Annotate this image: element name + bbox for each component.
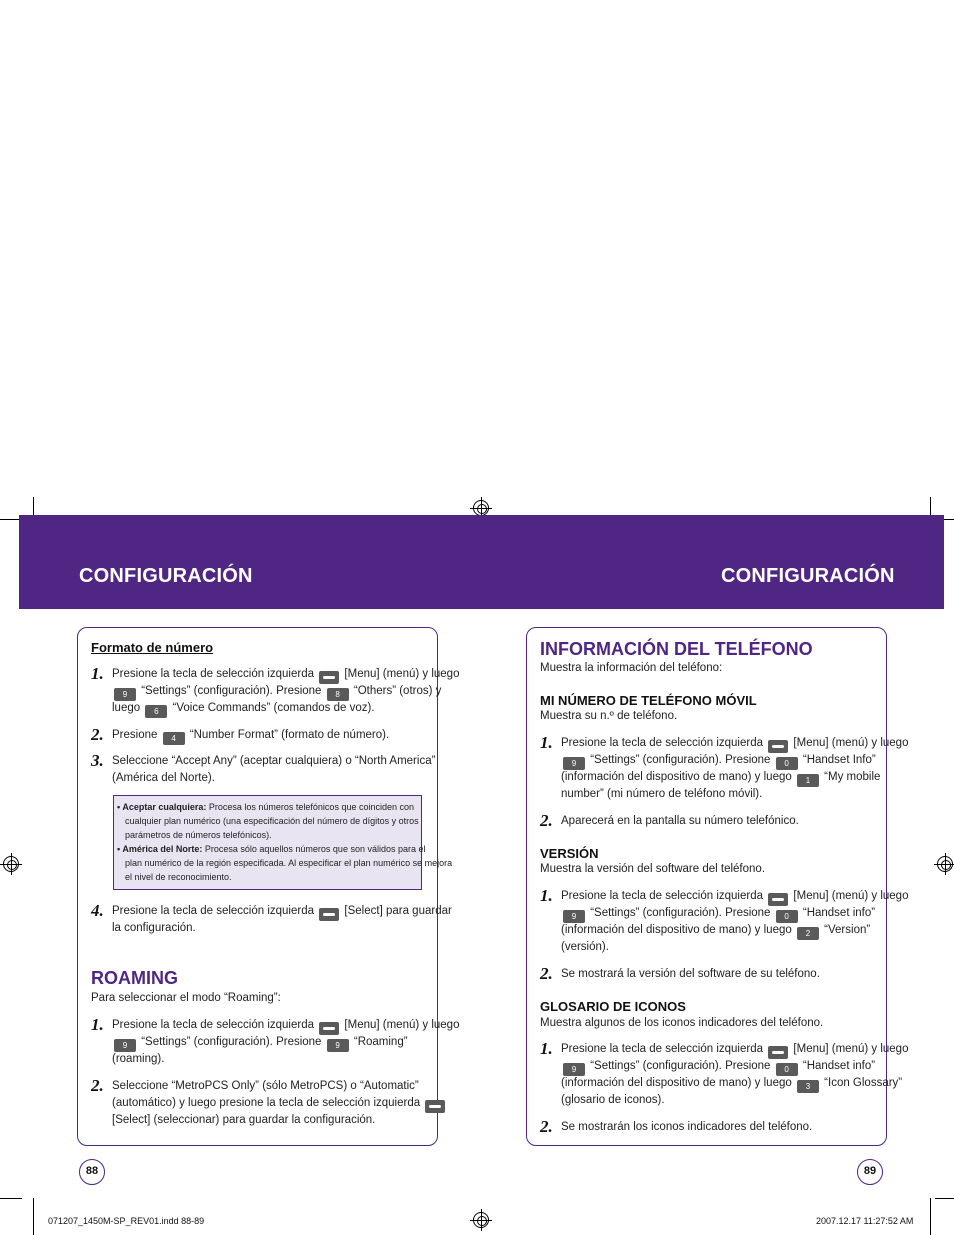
step-text: la configuración. [112,922,196,934]
step-number: 1. [540,733,553,752]
key-6-icon: 6 [145,705,167,718]
key-0-icon: 0 [776,910,798,923]
step-text: Presione la tecla de selección izquierda [Menu] (menú) y luego [561,890,908,906]
step-text: (información del dispositivo de mano) y luego 1 “My mobile [561,771,881,785]
step-text: Se mostrará la versión del software de su teléfono. [561,968,820,980]
step-text: (versión). [561,941,609,953]
number-format-heading: Formato de número [91,640,214,655]
note-line: • América del Norte: Procesa sólo aquellos números que son válidos para el [117,844,426,854]
key-1-icon: 1 [797,774,819,787]
step-text: Aparecerá en la pantalla su número telefónico. [561,815,799,827]
crop-mark [0,1198,22,1199]
step-text: [Select] (seleccionar) para guardar la configuración. [112,1114,376,1126]
step-text: Presione la tecla de selección izquierda [Menu] (menú) y luego [561,1043,908,1059]
step-text: (información del dispositivo de mano) y luego 3 “Icon Glossary” [561,1077,903,1091]
step-number: 2. [540,964,553,983]
step-number: 3. [91,751,104,770]
step-text: (roaming). [112,1053,165,1065]
file-slug: 071207_1450M-SP_REV01.indd 88-89 [48,1216,205,1226]
version-intro: Muestra la versión del software del teléfono. [540,863,766,875]
left-soft-key-icon [768,893,788,906]
note-line: cualquier plan numérico (una especificación del número de dígitos y otros [125,816,419,826]
key-8-icon: 8 [327,688,349,701]
phone-info-intro: Muestra la información del teléfono: [540,662,723,674]
key-3-icon: 3 [797,1080,819,1093]
my-number-heading: MI NÚMERO DE TELÉFONO MÓVIL [540,693,757,708]
step-text: number” (mi número de teléfono móvil). [561,788,763,800]
step-number: 2. [540,811,553,830]
phone-info-heading: INFORMACIÓN DEL TELÉFONO [540,639,813,659]
step-number: 1. [91,664,104,683]
registration-mark-icon [473,500,489,516]
key-4-icon: 4 [163,732,185,745]
step-text: 9 “Settings” (configuración). Presione 0 “Handset info” [561,907,875,923]
glossary-heading: GLOSARIO DE ICONOS [540,999,686,1014]
roaming-heading: ROAMING [91,968,178,988]
crop-mark [935,1198,954,1199]
registration-mark-icon [473,1212,489,1228]
key-9-icon: 9 [327,1039,349,1052]
crop-mark [33,1198,34,1235]
step-text: Presione la tecla de selección izquierda [Select] para guardar [112,905,452,921]
step-number: 1. [540,1039,553,1058]
key-9-icon: 9 [114,688,136,701]
date-stamp: 2007.12.17 11:27:52 AM [816,1216,914,1226]
step-number: 1. [91,1015,104,1034]
step-text: Se mostrarán los iconos indicadores del teléfono. [561,1121,813,1133]
left-soft-key-icon [319,908,339,921]
step-text: luego 6 “Voice Commands” (comandos de voz). [112,702,375,716]
key-9-icon: 9 [563,1063,585,1076]
page-title-left: CONFIGURACIÓN [79,565,253,587]
header-band [19,515,944,609]
page-number-left: 88 [79,1159,105,1185]
left-soft-key-icon [319,671,339,684]
step-number: 2. [540,1117,553,1136]
step-text: Seleccione “MetroPCS Only” (sólo MetroPCS) o “Automatic” [112,1080,419,1092]
page-title-right: CONFIGURACIÓN [721,565,895,587]
glossary-intro: Muestra algunos de los iconos indicadores del teléfono. [540,1017,824,1029]
step-text: (automático) y luego presione la tecla de selección izquierda [112,1097,447,1113]
step-number: 1. [540,886,553,905]
step-text: Presione la tecla de selección izquierda [Menu] (menú) y luego [561,737,908,753]
note-line: parámetros de números telefónicos). [125,830,272,840]
step-number: 4. [91,901,104,920]
step-text: 9 “Settings” (configuración). Presione 0 “Handset Info” [561,754,876,770]
step-text: Seleccione “Accept Any” (aceptar cualquiera) o “North America” [112,755,436,767]
registration-mark-icon [937,856,953,872]
roaming-intro: Para seleccionar el modo “Roaming”: [91,992,281,1004]
step-number: 2. [91,1076,104,1095]
my-number-intro: Muestra su n.º de teléfono. [540,710,678,722]
step-text: (información del dispositivo de mano) y luego 2 “Version” [561,924,871,938]
left-soft-key-icon [425,1100,445,1113]
step-text: 9 “Settings” (configuración). Presione 0 “Handset info” [561,1060,875,1076]
registration-mark-icon [3,856,19,872]
key-0-icon: 0 [776,757,798,770]
step-text: 9 “Settings” (configuración). Presione 9 “Roaming” [112,1036,408,1052]
key-9-icon: 9 [114,1039,136,1052]
page-number-right: 89 [857,1159,883,1185]
crop-mark [930,1198,931,1235]
step-text: Presione la tecla de selección izquierda [Menu] (menú) y luego [112,668,459,684]
step-text: Presione 4 “Number Format” (formato de número). [112,729,390,743]
left-soft-key-icon [768,1046,788,1059]
left-soft-key-icon [768,740,788,753]
step-text: Presione la tecla de selección izquierda [Menu] (menú) y luego [112,1019,459,1035]
step-number: 2. [91,725,104,744]
left-soft-key-icon [319,1022,339,1035]
key-2-icon: 2 [797,927,819,940]
key-0-icon: 0 [776,1063,798,1076]
step-text: (América del Norte). [112,772,215,784]
note-line: el nivel de reconocimiento. [125,872,232,882]
key-9-icon: 9 [563,757,585,770]
version-heading: VERSIÓN [540,846,599,861]
note-line: plan numérico de la región especificada. Al especificar el plan numérico se mejora [125,858,453,868]
key-9-icon: 9 [563,910,585,923]
step-text: (glosario de iconos). [561,1094,665,1106]
note-line: • Aceptar cualquiera: Procesa los números telefónicos que coinciden con [117,802,414,812]
step-text: 9 “Settings” (configuración). Presione 8 “Others” (otros) y [112,685,441,701]
